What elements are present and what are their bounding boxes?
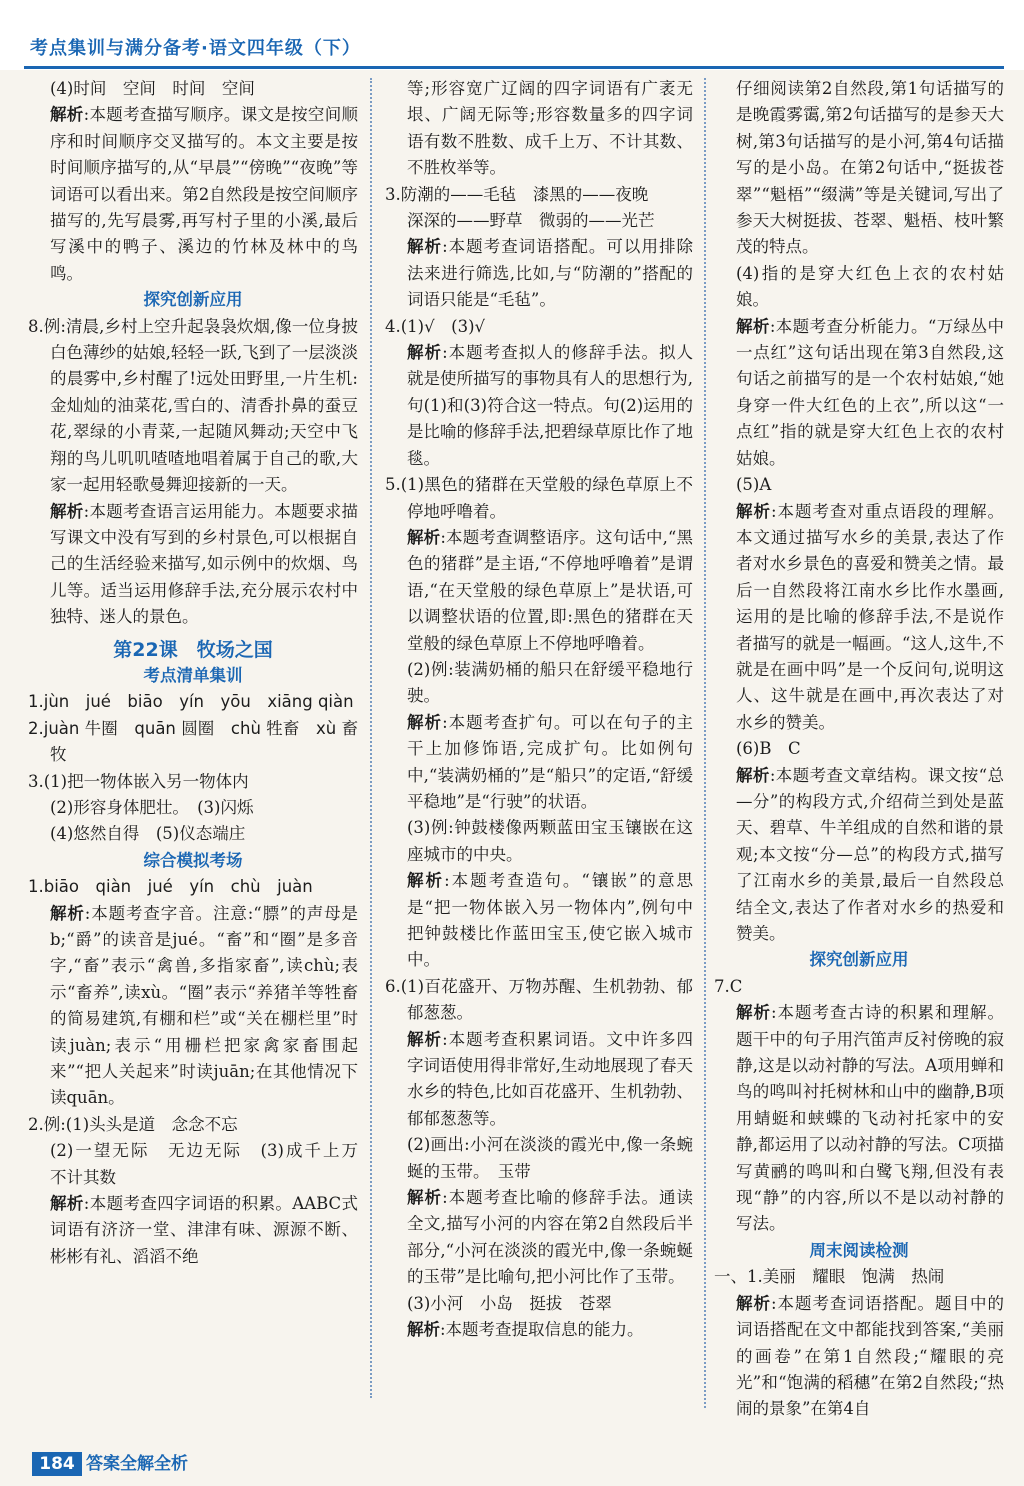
paragraph-text: (2)一望无际 无边无际 (3)成千上万 不计其数 (50, 1141, 375, 1187)
answer-paragraph (714, 1291, 1004, 1423)
answer-paragraph (28, 76, 358, 102)
answer-paragraph (28, 499, 358, 631)
paragraph-text: 4.(1)√ (3)√ (385, 316, 486, 336)
paragraph-text: :本题考查四字词语的积累。AABC式词语有济济一堂、津津有味、源源不断、彬彬有礼、滔滔不绝 (50, 1194, 359, 1266)
section-heading (714, 1238, 1004, 1264)
analysis-label: 解析 (407, 1320, 440, 1340)
paragraph-text: (2)形容身体肥壮。 (3)闪烁 (50, 797, 254, 817)
answer-paragraph (385, 314, 693, 340)
paragraph-text: :本题考查提取信息的能力。 (440, 1320, 644, 1340)
answer-paragraph (714, 1264, 1004, 1290)
analysis-label: 解析 (50, 501, 84, 521)
paragraph-text: :本题考查词语搭配。可以用排除法来进行筛选,比如,与“防潮的”搭配的词语只能是“毛毡”。 (407, 237, 694, 310)
paragraph-text: (4)指的是穿大红色上衣的农村姑娘。 (736, 263, 1004, 310)
analysis-label: 解析 (50, 1194, 84, 1214)
paragraph-text: 周末阅读检测 (809, 1240, 909, 1260)
paragraph-text: 等;形容宽广辽阔的四字词语有广袤无垠、广阔无际等;形容数量多的四字词语有数不胜数、成千上万、不计其数、不胜枚举等。 (407, 79, 693, 178)
analysis-label: 解析 (407, 712, 443, 732)
paragraph-text: (4)时间 空间 时间 空间 (50, 79, 255, 98)
answer-paragraph (385, 340, 693, 472)
answer-paragraph (385, 472, 693, 525)
section-heading (28, 848, 358, 874)
paragraph-text: :本题考查语言运用能力。本题要求描写课文中没有写到的乡村景色,可以根据自己的生活经验来描写,如示例中的炊烟、鸟儿等。适当运用修辞手法,充分展示农村中独特、迷人的景色。 (50, 501, 359, 627)
footer-label: 答案全解全析 (86, 1454, 188, 1474)
answer-paragraph (385, 182, 693, 208)
paragraph-text: (4)悠然自得 (5)仪态端庄 (50, 824, 246, 844)
paragraph-text: 综合模拟考场 (143, 850, 243, 870)
answer-paragraph (385, 1027, 693, 1133)
answer-column-1 (28, 76, 375, 1270)
paragraph-text: :本题考查字音。注意:“膘”的声母是b;“爵”的读音是jué。“畜”和“圈”是多音字,“畜”表示“禽兽,多指家畜”,读chù;表示“畜养”,读xù。“圈”表示“养猪羊等牲畜的简易建筑,有棚和栏”或“关在棚栏里”时读juàn;表示“用栅栏把家禽家畜围起来”“把人关起来”时读juān;在其他情况下读quān。 (50, 903, 358, 1108)
column-divider-1 (370, 78, 372, 1398)
section-heading (28, 663, 358, 689)
answer-paragraph (28, 795, 358, 821)
paragraph-text: 7.C (714, 976, 743, 996)
book-title: 考点集训与满分备考·语文四年级（下） (30, 38, 361, 59)
answer-paragraph (385, 525, 693, 657)
answer-paragraph (385, 234, 693, 313)
answer-paragraph (28, 874, 358, 900)
paragraph-text: 探究创新应用 (143, 290, 243, 310)
answer-paragraph (28, 1138, 375, 1191)
paragraph-text: (3)例:钟鼓楼像两颗蓝田宝玉镶嵌在这座城市的中央。 (407, 818, 693, 864)
paragraph-text: (6)B C (736, 739, 801, 759)
answer-paragraph (385, 710, 693, 816)
answer-paragraph (385, 1291, 693, 1317)
answer-paragraph (385, 1317, 693, 1343)
paragraph-text: :本题考查古诗的积累和理解。题干中的句子用汽笛声反衬傍晚的寂静,这是以动衬静的写法。A项用蝉和鸟的鸣叫衬托树林和山中的幽静,B项用蜻蜓和蛱蝶的飞动衬托家中的安静,都运用了以动衬静的写法。C项描写黄鹂的鸣叫和白鹭飞翔,但没有表现“静”的内容,所以不是以动衬静的写法。 (736, 1003, 1005, 1234)
paragraph-text: :本题考查扩句。可以在句子的主干上加修饰语,完成扩句。比如例句中,“装满奶桶的”是“船只”的定语,“舒缓平稳地”是“行驶”的状语。 (407, 712, 694, 811)
answer-paragraph (28, 314, 358, 499)
paragraph-text: 探究创新应用 (809, 950, 909, 970)
answer-paragraph (28, 689, 358, 715)
answer-paragraph (385, 657, 693, 710)
analysis-label: 解析 (736, 501, 771, 521)
paragraph-text: 6.(1)百花盛开、万物苏醒、生机勃勃、郁郁葱葱。 (385, 976, 693, 1023)
answer-paragraph (385, 1185, 693, 1291)
answer-paragraph (28, 901, 358, 1112)
paragraph-text: 考点清单集训 (143, 665, 243, 685)
paragraph-text: 2.例:(1)头头是道 念念不忘 (28, 1114, 238, 1134)
paragraph-text: :本题考查比喻的修辞手法。通读全文,描写小河的内容在第2自然段后半部分,“小河在淡淡的霞光中,像一条蜿蜒的玉带”是比喻句,把小河比作了玉带。 (407, 1188, 694, 1287)
paragraph-text: 3.(1)把一物体嵌入另一物体内 (28, 771, 249, 791)
answer-paragraph (28, 1191, 358, 1270)
answer-paragraph (385, 868, 693, 974)
answer-paragraph (714, 736, 1004, 762)
analysis-label: 解析 (736, 1293, 771, 1313)
analysis-label: 解析 (407, 527, 441, 547)
paragraph-text: :本题考查造句。“镶嵌”的意思是“把一物体嵌入另一物体内”,例句中把钟鼓楼比作蓝田宝玉,使它嵌入城市中。 (407, 871, 693, 970)
paragraph-text: 8.例:清晨,乡村上空升起袅袅炊烟,像一位身披白色薄纱的姑娘,轻轻一跃,飞到了一层淡淡的晨雾中,乡村醒了!远处田野里,一片生机:金灿灿的油菜花,雪白的、清香扑鼻的蚕豆花,翠绿的小青菜,一起随风舞动;天空中飞翔的鸟儿叽叽喳喳地唱着属于自己的歌,大家一起用轻歌曼舞迎接新的一天。 (28, 316, 358, 495)
analysis-label: 解析 (736, 1003, 771, 1023)
paragraph-text: :本题考查描写顺序。课文是按空间顺序和时间顺序交叉描写的。本文主要是按时间顺序描写的,从“早晨”“傍晚”“夜晚”等词语可以看出来。第2自然段是按空间顺序描写的,先写晨雾,再写村子里的小溪,最后写溪中的鸭子、溪边的竹林及林中的鸟鸣。 (50, 105, 359, 283)
paragraph-text: :本题考查文章结构。课文按“总—分”的构段方式,介绍荷兰到处是蓝天、碧草、牛羊组成的自然和谐的景观;本文按“分—总”的构段方式,描写了江南水乡的美景,最后一自然段总结全文,表达了作者对水乡的热爱和赞美。 (736, 765, 1004, 943)
analysis-label: 解析 (736, 765, 770, 785)
column-divider-2 (704, 78, 706, 1408)
answer-paragraph (714, 314, 1004, 472)
answer-paragraph (385, 208, 693, 234)
paragraph-text: 第22课 牧场之国 (113, 638, 273, 661)
answer-paragraph (714, 763, 1004, 948)
answer-paragraph (385, 1132, 693, 1185)
paragraph-text: 一、1.美丽 耀眼 饱满 热闹 (714, 1267, 945, 1287)
answer-paragraph (28, 769, 358, 795)
answer-paragraph (28, 716, 358, 769)
section-heading (28, 287, 358, 313)
paragraph-text: :本题考查对重点语段的理解。本文通过描写水乡的美景,表达了作者对水乡景色的喜爱和赞美之情。最后一自然段将江南水乡比作水墨画,运用的是比喻的修辞手法,不是说作者描写的就是一幅画。“这人,这牛,不就是在画中吗”是一个反问句,说明这人、这牛就是在画中,再次表达了对水乡的赞美。 (736, 501, 1005, 732)
analysis-label: 解析 (50, 105, 84, 125)
answer-paragraph (28, 821, 358, 847)
answer-paragraph (714, 499, 1004, 737)
answer-paragraph (714, 76, 1004, 261)
paragraph-text: (2)例:装满奶桶的船只在舒缓平稳地行驶。 (407, 659, 693, 706)
analysis-label: 解析 (407, 237, 443, 257)
paragraph-text: 仔细阅读第2自然段,第1句话描写的是晚霞雾霭,第2句话描写的是参天大树,第3句话描写的是小河,第4句话描写的是小岛。在第2句话中,“挺拔苍翠”“魁梧”“缀满”等是关键词,写出了参天大树挺拔、苍翠、魁梧、枝叶繁茂的特点。 (736, 79, 1004, 257)
section-heading (714, 947, 1004, 973)
analysis-label: 解析 (736, 316, 770, 336)
paragraph-text: :本题考查调整语序。这句话中,“黑色的猪群”是主语,“不停地呼噜着”是谓语,“在天堂般的绿色草原上”是状语,可以调整状语的位置,即:黑色的猪群在天堂般的绿色草原上不停地呼噜着。 (407, 527, 693, 653)
paragraph-text: 5.(1)黑色的猪群在天堂般的绿色草原上不停地呼噜着。 (385, 475, 693, 521)
paragraph-text: 3.防潮的——毛毡 漆黑的——夜晚 (385, 184, 649, 204)
paragraph-text: :本题考查分析能力。“万绿丛中一点红”这句话出现在第3自然段,这句话之前描写的是一个农村姑娘,“她身穿一件大红色的上衣”,所以这“一点红”指的就是穿大红色上衣的农村姑娘。 (736, 316, 1004, 468)
header-rule (24, 66, 1004, 69)
answer-paragraph (385, 76, 693, 182)
analysis-label: 解析 (50, 903, 85, 923)
answer-paragraph (714, 261, 1004, 314)
answer-paragraph (714, 472, 1004, 498)
page-header (0, 0, 1024, 70)
paragraph-text: 1.biāo qiàn jué yín chù juàn (28, 877, 313, 897)
analysis-label: 解析 (407, 343, 443, 363)
answer-paragraph (28, 1112, 358, 1138)
paragraph-text: 深深的——野草 微弱的——光芒 (407, 211, 655, 231)
paragraph-text: :本题考查拟人的修辞手法。拟人就是使所描写的事物具有人的思想行为,句(1)和(3)符合这一特点。句(2)运用的是比喻的修辞手法,把碧绿草原比作了地毯。 (407, 343, 694, 468)
answer-column-2 (385, 76, 693, 1344)
analysis-label: 解析 (407, 1029, 443, 1049)
page-number: 184 (32, 1452, 82, 1476)
paragraph-text: 2.juàn 牛圈 quān 圆圈 chù 牲畜 xù 畜牧 (28, 718, 358, 765)
answer-paragraph (28, 102, 358, 287)
answer-paragraph (385, 815, 693, 868)
paragraph-text: 1.jùn jué biāo yín yōu xiāng qiàn (28, 692, 354, 712)
answer-paragraph (714, 1000, 1004, 1238)
answer-paragraph (385, 974, 693, 1027)
answer-column-3 (714, 76, 1004, 1423)
analysis-label: 解析 (407, 871, 445, 891)
paragraph-text: (3)小河 小岛 挺拔 苍翠 (407, 1293, 612, 1313)
paragraph-text: (2)画出:小河在淡淡的霞光中,像一条蜿蜒的玉带。 玉带 (407, 1135, 693, 1181)
paragraph-text: :本题考查词语搭配。题目中的词语搭配在文中都能找到答案,“美丽的画卷”在第1自然段;“耀眼的亮光”和“饱满的稻穗”在第2自然段;“热闹的景象”在第4自 (736, 1293, 1005, 1419)
answer-paragraph (714, 974, 1004, 1000)
analysis-label: 解析 (407, 1188, 443, 1208)
paragraph-text: :本题考查积累词语。文中许多四字词语使用得非常好,生动地展现了春天水乡的特色,比如百花盛开、生机勃勃、郁郁葱葱等。 (407, 1029, 694, 1128)
section-heading (28, 637, 358, 663)
paragraph-text: (5)A (736, 475, 772, 495)
